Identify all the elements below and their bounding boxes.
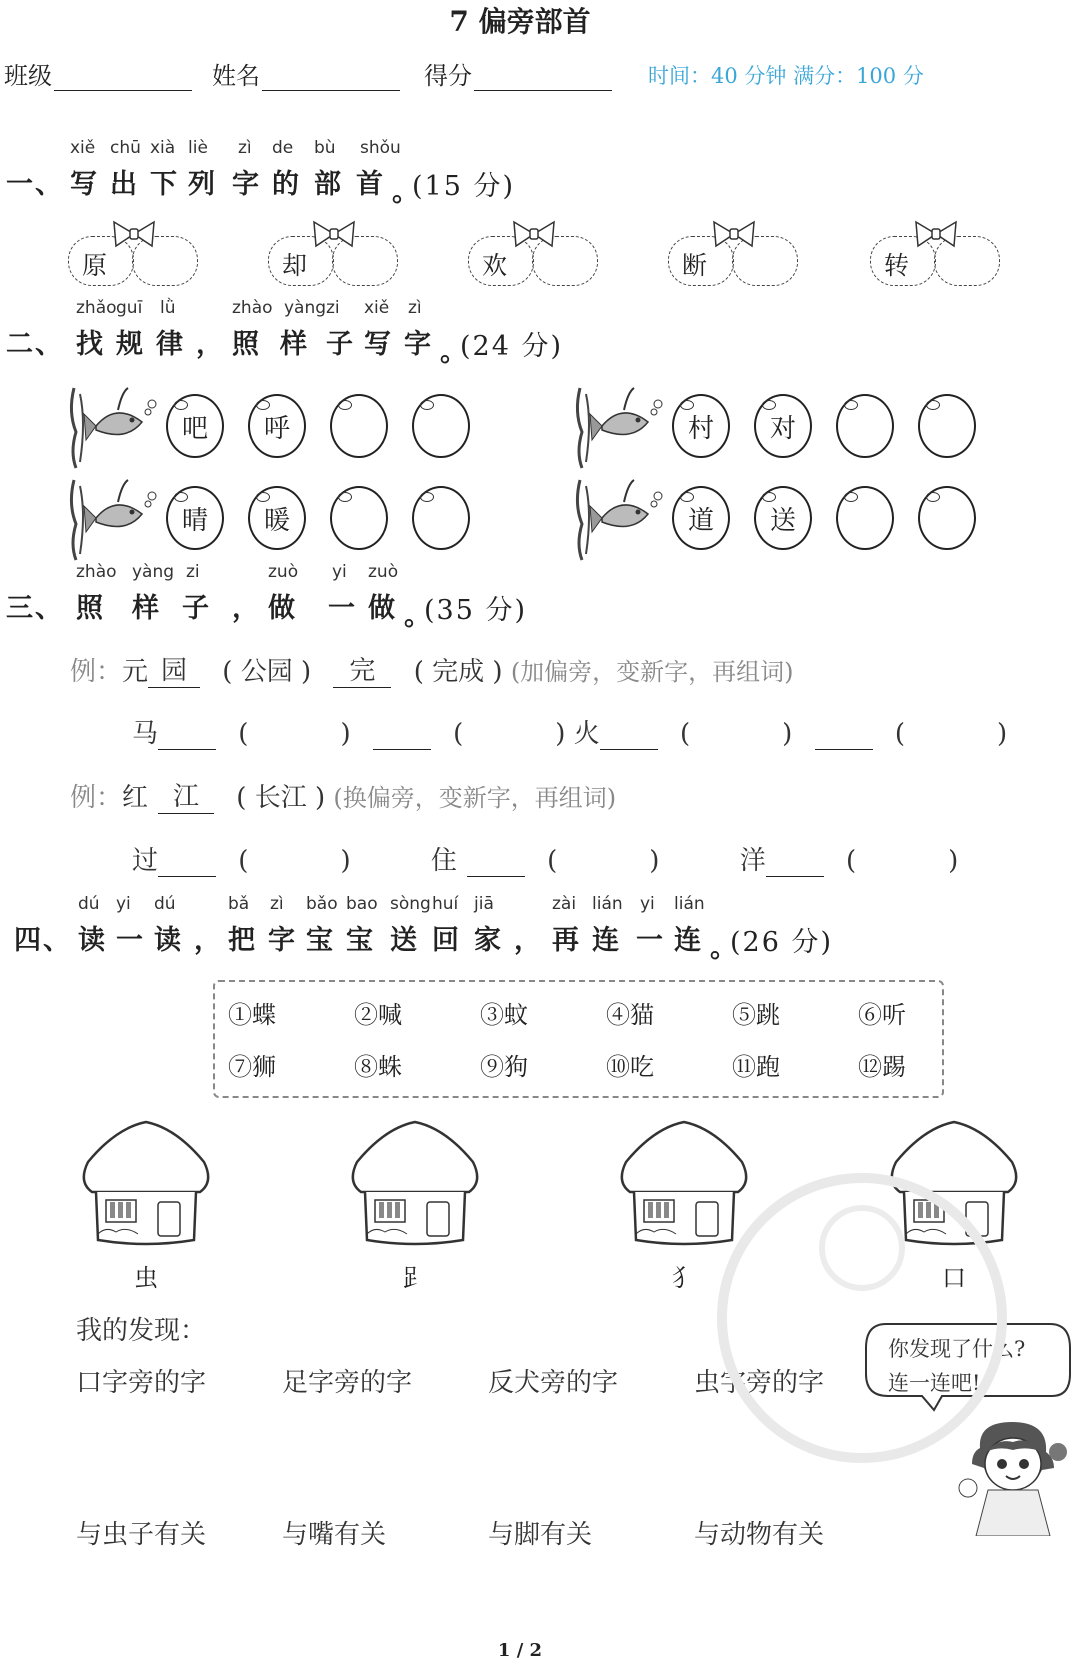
heading-end: 。 bbox=[392, 177, 421, 208]
char-item[interactable]: ③蚊 bbox=[480, 1001, 528, 1029]
bubble-shine bbox=[844, 400, 858, 410]
char-4: 转 bbox=[884, 251, 910, 280]
heading-char: 家 bbox=[474, 925, 503, 956]
pinyin: bǎ bbox=[228, 894, 250, 914]
bubble-cell[interactable] bbox=[918, 394, 976, 458]
section-points: (15 分) bbox=[412, 171, 516, 202]
heading-char: 宝 bbox=[346, 925, 375, 956]
bubble-shine bbox=[420, 492, 434, 502]
watermark-logo bbox=[712, 1168, 1012, 1468]
heading-char: 列 bbox=[188, 169, 217, 200]
pinyin: de bbox=[272, 138, 294, 158]
pinyin: yi bbox=[640, 894, 655, 914]
char-item[interactable]: ⑪跑 bbox=[732, 1053, 780, 1081]
radical-group[interactable]: 虫字旁的字 bbox=[694, 1368, 825, 1398]
class-blank[interactable] bbox=[54, 64, 192, 91]
pinyin: jiā bbox=[474, 894, 494, 914]
example-note: (换偏旁，变新字，再组词) bbox=[333, 784, 617, 812]
time-info: 时间：40 分钟 满分：100 分 bbox=[648, 64, 924, 88]
relation-group[interactable]: 与嘴有关 bbox=[282, 1520, 387, 1550]
pinyin: bao bbox=[346, 894, 378, 914]
pinyin: zuò bbox=[268, 562, 299, 582]
heading-end: 。 bbox=[404, 601, 433, 632]
relation-group[interactable]: 与动物有关 bbox=[694, 1520, 825, 1550]
fish-icon bbox=[66, 382, 158, 472]
pinyin: guī bbox=[116, 298, 143, 318]
pinyin: zì bbox=[270, 894, 284, 914]
bow-icon bbox=[110, 218, 158, 252]
exercise-char: 过 bbox=[132, 846, 159, 876]
answer-blank[interactable] bbox=[600, 749, 658, 750]
example-word: 长江 bbox=[254, 783, 307, 813]
bubble-cell[interactable] bbox=[836, 394, 894, 458]
speech-line-1: 你发现了什么? bbox=[888, 1337, 1026, 1361]
pinyin: huí bbox=[432, 894, 459, 914]
heading-char: 子 bbox=[182, 593, 211, 624]
heading-char: 规 bbox=[116, 329, 145, 360]
bubble-shine bbox=[256, 400, 270, 410]
heading-char: 一 bbox=[636, 925, 665, 956]
heading-char: 照 bbox=[232, 329, 261, 360]
fish-icon bbox=[66, 474, 158, 564]
answer-blank[interactable] bbox=[158, 876, 216, 877]
heading-char: 再 bbox=[552, 925, 581, 956]
heading-char: ， bbox=[194, 925, 223, 956]
bubble-cell: 吧 bbox=[166, 394, 224, 458]
section-number: 一、 bbox=[6, 169, 64, 200]
char-2: 欢 bbox=[482, 251, 508, 280]
bubble-shine bbox=[926, 400, 940, 410]
pinyin: zi bbox=[326, 298, 340, 318]
bubble-cell: 道 bbox=[672, 486, 730, 550]
example-note: (加偏旁，变新字，再组词) bbox=[510, 658, 794, 686]
pinyin: zhào bbox=[76, 562, 117, 582]
section-points: (26 分) bbox=[730, 927, 834, 958]
score-field bbox=[424, 56, 612, 91]
bubble-cell: 对 bbox=[754, 394, 812, 458]
character-box bbox=[213, 980, 944, 1098]
pinyin: chū bbox=[110, 138, 141, 158]
fish-icon bbox=[572, 382, 664, 472]
exercise-row-2: 过 ( ) 住 ( ) 洋 ( ) bbox=[132, 846, 959, 876]
name-field bbox=[212, 56, 400, 91]
pinyin: liè bbox=[188, 138, 208, 158]
class-field bbox=[4, 56, 192, 91]
example-2: 例：红 江 ( 长江 ) (换偏旁，变新字，再组词) bbox=[70, 776, 616, 814]
exercise-char: 洋 bbox=[739, 846, 766, 876]
heading-char: ， bbox=[514, 925, 543, 956]
bubble-shine bbox=[680, 492, 694, 502]
char-0: 原 bbox=[82, 251, 108, 280]
heading-char: 律 bbox=[156, 329, 185, 360]
heading-char: 出 bbox=[110, 169, 139, 200]
pinyin: dú bbox=[78, 894, 100, 914]
heading-char: 连 bbox=[674, 925, 703, 956]
heading-char: 首 bbox=[356, 169, 385, 200]
pinyin: lǜ bbox=[160, 298, 176, 318]
page-title: 7 偏旁部首 bbox=[449, 5, 591, 38]
section-number: 二、 bbox=[6, 329, 64, 360]
pinyin: zhào bbox=[232, 298, 273, 318]
pinyin: shǒu bbox=[360, 138, 401, 158]
heading-char: 样 bbox=[280, 329, 309, 360]
heading-char: 样 bbox=[132, 593, 161, 624]
heading-char: 字 bbox=[232, 169, 261, 200]
heading-char: ， bbox=[232, 593, 261, 624]
house-label: 虫 bbox=[134, 1264, 158, 1292]
pinyin: xiě bbox=[70, 138, 96, 158]
bubble-shine bbox=[762, 492, 776, 502]
section-number: 四、 bbox=[14, 925, 72, 956]
heading-char: 部 bbox=[314, 169, 343, 200]
char-item[interactable]: ⑤跳 bbox=[732, 1001, 780, 1029]
pinyin: yi bbox=[116, 894, 131, 914]
heading-char: 回 bbox=[432, 925, 461, 956]
exercise-char: 马 bbox=[132, 719, 159, 749]
heading-char: 一 bbox=[116, 925, 145, 956]
example-char: 红 bbox=[122, 783, 149, 813]
bow-icon bbox=[310, 218, 358, 252]
bubble-cell: 村 bbox=[672, 394, 730, 458]
house-label: 犭 bbox=[672, 1264, 696, 1292]
section-number: 三、 bbox=[6, 593, 64, 624]
heading-end: 。 bbox=[710, 933, 739, 964]
pinyin: yi bbox=[332, 562, 347, 582]
bow-icon bbox=[510, 218, 558, 252]
heading-char: 连 bbox=[592, 925, 621, 956]
pinyin: sòng bbox=[390, 894, 431, 914]
radical-group[interactable]: 足字旁的字 bbox=[282, 1368, 413, 1398]
class-label: 班级 bbox=[4, 62, 52, 90]
bubble-cell: 呼 bbox=[248, 394, 306, 458]
pinyin: zì bbox=[408, 298, 422, 318]
char-item[interactable]: ⑦狮 bbox=[228, 1053, 276, 1081]
heading-char: 字 bbox=[268, 925, 297, 956]
bubble-shine bbox=[174, 400, 188, 410]
pinyin: dú bbox=[154, 894, 176, 914]
bubble-cell[interactable] bbox=[330, 486, 388, 550]
bow-icon bbox=[710, 218, 758, 252]
bubble-cell: 送 bbox=[754, 486, 812, 550]
example-word-2: 完成 bbox=[432, 657, 485, 687]
pinyin: lián bbox=[674, 894, 705, 914]
pinyin: yàng bbox=[132, 562, 175, 582]
example-label: 例： bbox=[70, 657, 123, 687]
section-points: (24 分) bbox=[460, 331, 564, 362]
speech-line-2: 连一连吧! bbox=[888, 1371, 981, 1395]
answer-blank[interactable] bbox=[158, 749, 216, 750]
bubble-shine bbox=[680, 400, 694, 410]
char-item[interactable]: ①蝶 bbox=[228, 1001, 276, 1029]
heading-char: 下 bbox=[150, 169, 179, 200]
house-icon[interactable] bbox=[345, 1118, 485, 1248]
house-icon[interactable] bbox=[76, 1118, 216, 1248]
bubble-cell: 暖 bbox=[248, 486, 306, 550]
pinyin: bǎo bbox=[306, 894, 338, 914]
bubble-shine bbox=[338, 492, 352, 502]
name-blank[interactable] bbox=[262, 64, 400, 91]
radical-group[interactable]: 反犬旁的字 bbox=[488, 1368, 619, 1398]
name-label: 姓名 bbox=[212, 62, 260, 90]
bubble-cell[interactable] bbox=[412, 486, 470, 550]
example-word: 公园 bbox=[240, 657, 293, 687]
pinyin: lián bbox=[592, 894, 623, 914]
char-item[interactable]: ⑥听 bbox=[858, 1001, 906, 1029]
char-item[interactable]: ⑩吃 bbox=[606, 1053, 654, 1081]
heading-char: 写 bbox=[70, 169, 99, 200]
answer-blank[interactable] bbox=[467, 876, 525, 877]
bubble-shine bbox=[926, 492, 940, 502]
heading-char: 字 bbox=[404, 329, 433, 360]
bubble-cell[interactable] bbox=[918, 486, 976, 550]
pinyin: yàng bbox=[284, 298, 327, 318]
fish-icon bbox=[572, 474, 664, 564]
char-item[interactable]: ⑫踢 bbox=[858, 1053, 906, 1081]
section-points: (35 分) bbox=[424, 595, 528, 626]
example-fill: 江 bbox=[158, 776, 214, 814]
pinyin: zuò bbox=[368, 562, 399, 582]
bubble-cell[interactable] bbox=[330, 394, 388, 458]
pinyin: zi bbox=[186, 562, 200, 582]
bubble-shine bbox=[420, 400, 434, 410]
pinyin: zhǎo bbox=[76, 298, 117, 318]
example-1: 例：元 园 ( 公园 ) 完 ( 完成 ) (加偏旁，变新字，再组词) bbox=[70, 650, 794, 688]
heading-char: 找 bbox=[76, 329, 105, 360]
example-fill-2: 完 bbox=[333, 650, 391, 688]
bubble-cell: 晴 bbox=[166, 486, 224, 550]
heading-char: 照 bbox=[76, 593, 105, 624]
bubble-cell[interactable] bbox=[412, 394, 470, 458]
char-item[interactable]: ⑧蛛 bbox=[354, 1053, 402, 1081]
heading-char: 的 bbox=[272, 169, 301, 200]
bubble-shine bbox=[762, 400, 776, 410]
example-char: 元 bbox=[122, 657, 149, 687]
bubble-shine bbox=[844, 492, 858, 502]
heading-char: 送 bbox=[390, 925, 419, 956]
page-number: 1 / 2 bbox=[497, 1640, 543, 1661]
char-item[interactable]: ④猫 bbox=[606, 1001, 654, 1029]
bubble-shine bbox=[338, 400, 352, 410]
exercise-char: 火 bbox=[573, 719, 600, 749]
discovery-label: 我的发现： bbox=[76, 1316, 207, 1346]
pinyin: zì bbox=[238, 138, 252, 158]
bubble-cell[interactable] bbox=[836, 486, 894, 550]
heading-char: 读 bbox=[154, 925, 183, 956]
heading-char: 宝 bbox=[306, 925, 335, 956]
char-item[interactable]: ②喊 bbox=[354, 1001, 402, 1029]
exercise-char: 住 bbox=[430, 846, 457, 876]
exercise-row-1: 马 ( ) ( ) 火 ( ) ( ) bbox=[132, 719, 1008, 749]
house-label: 𧾷 bbox=[403, 1264, 427, 1292]
radical-group[interactable]: 口字旁的字 bbox=[76, 1368, 207, 1398]
example-label: 例： bbox=[70, 783, 123, 813]
heading-char: ， bbox=[196, 329, 225, 360]
answer-blank[interactable] bbox=[373, 749, 431, 750]
heading-char: 把 bbox=[228, 925, 257, 956]
char-3: 断 bbox=[682, 251, 708, 280]
char-item[interactable]: ⑨狗 bbox=[480, 1053, 528, 1081]
heading-char: 一 bbox=[328, 593, 357, 624]
heading-char: 做 bbox=[368, 593, 397, 624]
score-label: 得分 bbox=[424, 62, 472, 90]
relation-group[interactable]: 与脚有关 bbox=[488, 1520, 593, 1550]
heading-char: 子 bbox=[326, 329, 355, 360]
score-blank[interactable] bbox=[474, 64, 612, 91]
char-1: 却 bbox=[282, 251, 308, 280]
heading-char: 读 bbox=[78, 925, 107, 956]
pinyin: bù bbox=[314, 138, 336, 158]
bubble-shine bbox=[174, 492, 188, 502]
answer-blank[interactable] bbox=[766, 876, 824, 877]
answer-blank[interactable] bbox=[815, 749, 873, 750]
heading-char: 做 bbox=[268, 593, 297, 624]
pinyin: xiě bbox=[364, 298, 390, 318]
relation-group[interactable]: 与虫子有关 bbox=[76, 1520, 207, 1550]
bubble-shine bbox=[256, 492, 270, 502]
bow-icon bbox=[912, 218, 960, 252]
pinyin: xià bbox=[150, 138, 176, 158]
example-fill: 园 bbox=[148, 650, 200, 688]
heading-end: 。 bbox=[440, 337, 469, 368]
house-label: 口 bbox=[942, 1264, 966, 1292]
heading-char: 写 bbox=[364, 329, 393, 360]
pinyin: zài bbox=[552, 894, 577, 914]
